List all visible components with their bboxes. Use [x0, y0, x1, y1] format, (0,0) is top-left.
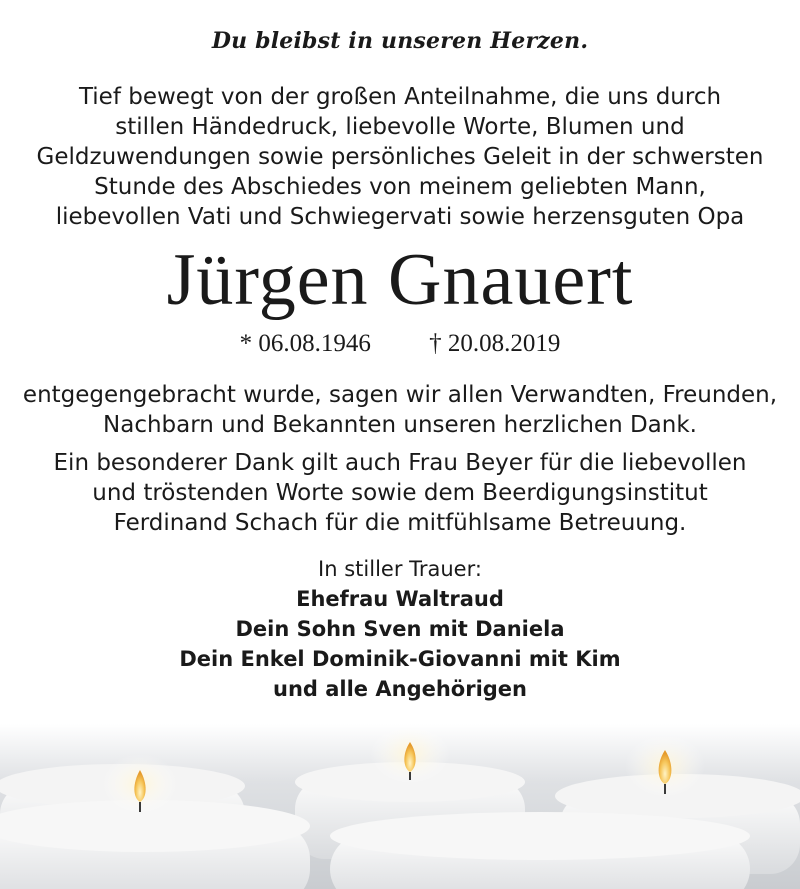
candles-image: [0, 724, 800, 889]
thanks-line: Nachbarn und Bekannten unseren herzlichen Dank.: [103, 412, 697, 438]
thanks-line: entgegengebracht wurde, sagen wir allen Verwandten, Freunden,: [22, 382, 778, 408]
family-member: Dein Sohn Sven mit Daniela: [235, 617, 565, 641]
motto: Du bleibst in unseren Herzen.: [211, 28, 589, 54]
special-thanks-line: und tröstenden Worte sowie dem Beerdigungsinstitut: [92, 480, 708, 506]
deceased-name: Jürgen Gnauert: [166, 239, 634, 321]
intro-line: Geldzuwendungen sowie persönliches Geleit in der schwersten: [36, 144, 764, 170]
special-thanks-line: Ein besonderer Dank gilt auch Frau Beyer für die liebevollen: [53, 450, 747, 476]
mourning-label: In stiller Trauer:: [318, 557, 482, 581]
family-member: und alle Angehörigen: [273, 677, 527, 701]
intro-line: Tief bewegt von der großen Anteilnahme, die uns durch: [78, 84, 722, 110]
intro-line: liebevollen Vati und Schwiegervati sowie herzensguten Opa: [55, 204, 745, 230]
candle-front-right: [330, 812, 750, 889]
intro-line: Stunde des Abschiedes von meinem geliebten Mann,: [94, 174, 706, 200]
life-dates: [0, 330, 800, 358]
intro-line: stillen Händedruck, liebevolle Worte, Blumen und: [115, 114, 685, 140]
family-member: Dein Enkel Dominik-Giovanni mit Kim: [179, 647, 621, 671]
family-member: Ehefrau Waltraud: [296, 587, 504, 611]
death-date: † 20.08.2019: [429, 330, 561, 357]
special-thanks-line: Ferdinand Schach für die mitfühlsame Betreuung.: [113, 510, 687, 536]
birth-date: * 06.08.1946: [239, 330, 371, 357]
